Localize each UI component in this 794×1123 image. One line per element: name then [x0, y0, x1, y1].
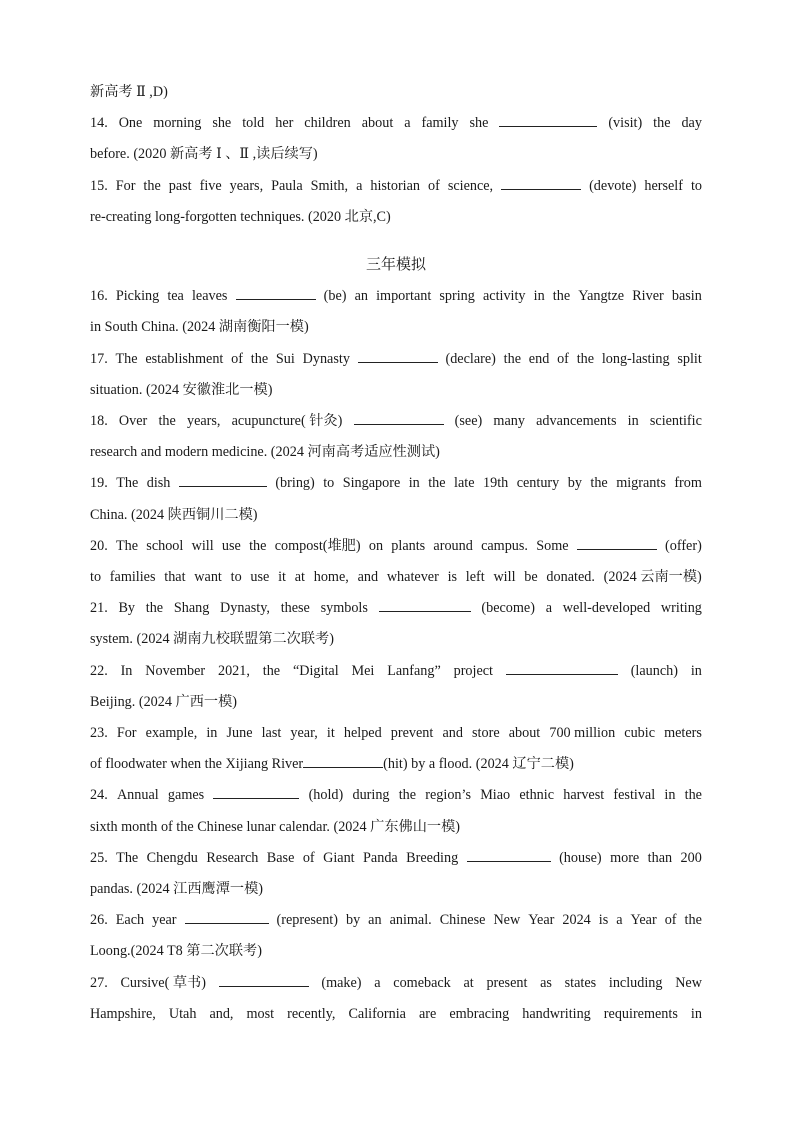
text-segment: Chengdu [146, 849, 198, 866]
text-segment: (bring) [275, 475, 315, 492]
exercise-block-mock-exams [90, 281, 702, 1030]
text-segment: at [463, 974, 474, 991]
text-segment: a [616, 912, 623, 929]
text-segment: Loong.(2024 T8 第二次联考) [90, 943, 262, 960]
text-segment: June [226, 725, 253, 742]
text-line [90, 437, 702, 468]
text-segment: sixth month of the Chinese lunar calendar. (2024 广东佛山一模) [90, 818, 460, 835]
text-line [90, 406, 702, 437]
text-line [90, 312, 702, 343]
text-line [90, 202, 702, 233]
text-line [90, 500, 702, 531]
text-line [90, 874, 702, 905]
text-segment: 新高考 Ⅱ ,D) [90, 84, 168, 100]
answer-blank[interactable] [219, 971, 309, 987]
text-segment: about [361, 115, 394, 132]
text-segment: Yangtze [578, 288, 625, 305]
text-segment: school [146, 537, 184, 554]
text-segment: leaves [191, 288, 228, 305]
answer-blank[interactable] [179, 471, 267, 487]
text-segment: and [442, 725, 463, 742]
text-segment: Over [118, 413, 148, 430]
text-segment: morning [153, 115, 202, 132]
text-segment: 19th [483, 475, 509, 492]
text-segment: including [608, 974, 663, 991]
answer-blank[interactable] [577, 534, 657, 550]
text-segment: (become) [481, 600, 535, 617]
answer-blank[interactable] [501, 174, 581, 190]
text-segment: New [493, 912, 521, 929]
text-segment: In [120, 662, 133, 679]
text-segment: Base [266, 849, 295, 866]
text-segment: the [158, 413, 176, 430]
text-segment: long-lasting [601, 350, 670, 367]
text-segment: re-creating long-forgotten techniques. (2020 北京,C) [90, 208, 391, 225]
text-segment: past [168, 177, 192, 194]
text-segment: (2024 云南一模) [603, 569, 702, 586]
text-segment: around [433, 537, 473, 554]
text-segment: 16. [90, 288, 108, 305]
text-segment: spring [439, 288, 475, 305]
text-segment: Each [115, 912, 145, 929]
text-segment: festival [613, 787, 656, 804]
text-segment: (visit) [608, 115, 643, 132]
text-segment: present [486, 974, 528, 991]
text-segment: (launch) [630, 662, 678, 679]
text-segment: (hit) by a flood. (2024 辽宁二模) [383, 756, 574, 773]
text-line [90, 344, 702, 375]
text-segment: 23. [90, 725, 108, 742]
text-segment: embracing [449, 1005, 510, 1022]
text-segment: the [249, 537, 267, 554]
text-segment: Panda [363, 849, 398, 866]
text-segment: system. (2024 湖南九校联盟第二次联考) [90, 631, 334, 648]
text-line [90, 749, 702, 780]
text-segment: family [421, 115, 459, 132]
text-segment: meters [664, 725, 702, 742]
text-segment: (represent) [276, 912, 338, 929]
text-segment: The [115, 350, 138, 367]
text-segment: Dynasty, [220, 600, 270, 617]
document-page [90, 77, 702, 1030]
answer-blank[interactable] [236, 284, 316, 300]
text-segment: by [345, 912, 361, 929]
text-segment: the [653, 115, 671, 132]
text-segment: 19. [90, 475, 108, 492]
text-segment: (hold) [308, 787, 344, 804]
text-segment: to [323, 475, 335, 492]
text-segment: “Digital [292, 662, 339, 679]
text-segment: symbols [320, 600, 368, 617]
text-line [90, 968, 702, 999]
answer-blank[interactable] [354, 409, 444, 425]
text-segment: writing [660, 600, 702, 617]
text-segment: acupuncture( 针灸) [231, 413, 343, 430]
text-segment: 24. [90, 787, 108, 804]
text-line [90, 531, 702, 562]
text-line [90, 139, 702, 170]
text-segment: pandas. (2024 江西鹰潭一模) [90, 881, 263, 898]
text-segment: the [576, 350, 595, 367]
text-segment: 2024 [562, 912, 591, 929]
text-segment: recently, [287, 1005, 336, 1022]
text-segment: 17. [90, 350, 108, 367]
text-line [90, 687, 702, 718]
text-line [90, 468, 702, 499]
text-segment: are [418, 1005, 437, 1022]
text-segment: establishment [145, 350, 224, 367]
text-segment: (make) [321, 974, 362, 991]
text-segment: left [465, 569, 485, 586]
text-segment: (declare) [445, 350, 496, 367]
text-segment: at [294, 569, 305, 586]
text-segment: families [109, 569, 156, 586]
text-line [90, 562, 702, 593]
text-segment: Shang [173, 600, 210, 617]
text-line [90, 812, 702, 843]
text-segment: years, [186, 413, 221, 430]
text-segment: herself [644, 177, 683, 194]
text-segment: her [275, 115, 294, 132]
text-segment: states [564, 974, 597, 991]
text-segment: in [690, 1005, 702, 1022]
text-segment: by [567, 475, 582, 492]
text-segment: 700 million [549, 725, 616, 742]
text-segment: Hampshire, [90, 1005, 156, 1022]
text-segment: For [115, 177, 136, 194]
text-segment: 25. [90, 849, 108, 866]
text-segment: of [231, 350, 243, 367]
text-segment: 20. [90, 537, 108, 554]
text-segment: Lanfang” [387, 662, 441, 679]
text-segment: By [118, 600, 136, 617]
text-segment: day [681, 115, 702, 132]
text-segment: basin [671, 288, 702, 305]
text-segment: Beijing. (2024 广西一模) [90, 693, 237, 710]
text-segment: example, [145, 725, 198, 742]
text-segment: The [116, 849, 139, 866]
text-segment: Cursive( 草书) [120, 974, 206, 991]
text-segment: important [376, 288, 432, 305]
text-segment: in [206, 725, 218, 742]
text-segment: and, [209, 1005, 234, 1022]
text-segment: donated. [546, 569, 595, 586]
text-segment: project [453, 662, 493, 679]
text-segment: animal. [389, 912, 432, 929]
text-segment: New [675, 974, 702, 991]
text-segment: 26. [90, 912, 108, 929]
text-segment: about [508, 725, 541, 742]
text-segment: is [598, 912, 609, 929]
text-segment: River [632, 288, 664, 305]
text-segment: (devote) [589, 177, 637, 194]
text-segment: be [524, 569, 538, 586]
text-segment: Breeding [406, 849, 459, 866]
text-segment: Singapore [342, 475, 401, 492]
text-segment: the [552, 288, 571, 305]
text-segment: and [357, 569, 379, 586]
text-segment: told [242, 115, 265, 132]
text-line [90, 108, 702, 139]
text-segment: games [167, 787, 205, 804]
text-segment: November [145, 662, 206, 679]
text-line [90, 999, 702, 1030]
text-segment: dish [146, 475, 171, 492]
text-segment: Year [630, 912, 657, 929]
text-segment: many [493, 413, 525, 430]
text-segment: will [493, 569, 516, 586]
text-segment: Miao [480, 787, 511, 804]
text-segment: prevent [390, 725, 434, 742]
text-segment: split [677, 350, 702, 367]
text-segment: For [116, 725, 137, 742]
text-segment: the [428, 475, 446, 492]
text-segment: will [191, 537, 214, 554]
text-segment: plants [391, 537, 426, 554]
text-segment: Research [206, 849, 259, 866]
answer-blank[interactable] [213, 783, 299, 799]
answer-blank[interactable] [358, 347, 438, 363]
text-segment: year [152, 912, 177, 929]
text-line [90, 593, 702, 624]
text-segment: cubic [624, 725, 655, 742]
text-segment: than [647, 849, 673, 866]
text-segment: to [690, 177, 702, 194]
text-segment: the [398, 787, 417, 804]
text-line [90, 718, 702, 749]
text-segment: from [674, 475, 702, 492]
text-segment: One [118, 115, 143, 132]
answer-blank[interactable] [185, 908, 269, 924]
text-segment: the [145, 600, 164, 617]
text-line [90, 375, 702, 406]
text-segment: a [404, 115, 411, 132]
text-segment: in [408, 475, 420, 492]
text-segment: that [164, 569, 186, 586]
text-segment: 200 [680, 849, 702, 866]
text-segment: a [374, 974, 381, 991]
text-segment: the [684, 912, 702, 929]
text-line [90, 656, 702, 687]
text-segment: Some [536, 537, 569, 554]
text-segment: last [261, 725, 282, 742]
text-segment: it [278, 569, 286, 586]
exercise-block-past-exams [90, 77, 702, 233]
text-segment: more [610, 849, 640, 866]
text-segment: before. (2020 新高考 Ⅰ 、Ⅱ ,读后续写) [90, 146, 318, 163]
text-line [90, 905, 702, 936]
text-segment: science, [447, 177, 494, 194]
text-segment: Picking [115, 288, 160, 305]
text-segment: (be) [323, 288, 347, 305]
text-segment: a [545, 600, 552, 617]
text-segment: compost(堆肥) [274, 537, 361, 554]
text-segment: of [428, 177, 440, 194]
text-segment: as [540, 974, 552, 991]
text-segment: harvest [563, 787, 605, 804]
text-segment: in [627, 413, 639, 430]
text-segment: Giant [323, 849, 355, 866]
text-segment: 22. [90, 662, 108, 679]
text-segment: the [262, 662, 281, 679]
text-segment: home, [313, 569, 349, 586]
text-segment: it [326, 725, 335, 742]
text-segment: whatever [386, 569, 439, 586]
text-segment: she [212, 115, 232, 132]
text-segment: 27. [90, 974, 108, 991]
text-segment: in [533, 288, 545, 305]
text-segment: of [664, 912, 677, 929]
answer-blank[interactable] [303, 752, 383, 768]
text-segment: California [348, 1005, 406, 1022]
text-segment: requirements [603, 1005, 678, 1022]
text-segment: The [116, 475, 139, 492]
text-segment: The [115, 537, 139, 554]
text-segment: Mei [351, 662, 375, 679]
text-segment: five [199, 177, 222, 194]
text-segment: during [352, 787, 390, 804]
text-segment: (see) [454, 413, 483, 430]
text-segment: the [684, 787, 702, 804]
text-segment: Year [528, 912, 555, 929]
text-segment: store [472, 725, 500, 742]
text-segment: helped [343, 725, 382, 742]
text-segment: Utah [168, 1005, 197, 1022]
text-segment: these [280, 600, 310, 617]
text-line [90, 624, 702, 655]
text-segment: to [230, 569, 242, 586]
text-line [90, 936, 702, 967]
answer-blank[interactable] [506, 659, 618, 675]
text-segment: in [664, 787, 676, 804]
text-segment: a [356, 177, 363, 194]
text-segment: region’s [425, 787, 471, 804]
text-segment: on [368, 537, 384, 554]
text-segment: research and modern medicine. (2024 河南高考适应性测试) [90, 444, 440, 461]
text-segment: China. (2024 陕西铜川二模) [90, 506, 258, 523]
text-segment: 2021, [217, 662, 250, 679]
text-segment: in South China. (2024 湖南衡阳一模) [90, 319, 309, 336]
text-segment: most [246, 1005, 275, 1022]
text-segment: 18. [90, 413, 108, 430]
text-segment: Smith, [310, 177, 349, 194]
text-segment: scientific [649, 413, 702, 430]
text-segment: she [469, 115, 489, 132]
text-segment: late [454, 475, 475, 492]
answer-blank[interactable] [379, 596, 471, 612]
section-title: 三年模拟 [365, 257, 426, 274]
text-segment: activity [482, 288, 526, 305]
text-segment: children [304, 115, 351, 132]
text-segment: in [690, 662, 702, 679]
text-segment: years, [229, 177, 264, 194]
text-line [90, 780, 702, 811]
text-segment: Annual [116, 787, 159, 804]
text-segment: of [302, 849, 315, 866]
text-segment: of [557, 350, 569, 367]
text-segment: the [503, 350, 522, 367]
text-line [90, 281, 702, 312]
text-segment: Sui [275, 350, 295, 367]
text-segment: ethnic [519, 787, 555, 804]
text-segment: Paula [271, 177, 303, 194]
text-segment: the [250, 350, 269, 367]
text-segment: century [516, 475, 560, 492]
text-segment: end [528, 350, 550, 367]
text-segment: 15. [90, 177, 108, 194]
text-segment: (offer) [665, 537, 702, 554]
text-segment: the [143, 177, 161, 194]
text-line [90, 171, 702, 202]
text-segment: want [194, 569, 222, 586]
text-segment: situation. (2024 安徽淮北一模) [90, 381, 273, 398]
text-segment: (house) [559, 849, 602, 866]
text-segment: to [90, 569, 102, 586]
text-segment: use [221, 537, 241, 554]
answer-blank[interactable] [499, 111, 597, 127]
text-segment: of floodwater when the Xijiang River [90, 756, 304, 773]
text-segment: Chinese [439, 912, 486, 929]
text-segment: comeback [393, 974, 451, 991]
text-segment: an [368, 912, 382, 929]
text-segment: historian [370, 177, 421, 194]
text-segment: is [447, 569, 458, 586]
text-segment: 14. [90, 115, 108, 132]
text-segment: tea [167, 288, 184, 305]
text-line [90, 843, 702, 874]
text-segment: use [250, 569, 270, 586]
text-segment: 21. [90, 600, 108, 617]
text-segment: the [590, 475, 608, 492]
text-segment: handwriting [522, 1005, 591, 1022]
text-segment: migrants [616, 475, 666, 492]
text-segment: Dynasty [302, 350, 350, 367]
text-line [90, 77, 702, 108]
text-segment: an [354, 288, 368, 305]
text-segment: campus. [481, 537, 528, 554]
answer-blank[interactable] [467, 846, 551, 862]
text-segment: well-developed [562, 600, 651, 617]
text-segment: advancements [536, 413, 617, 430]
text-segment: year, [290, 725, 318, 742]
